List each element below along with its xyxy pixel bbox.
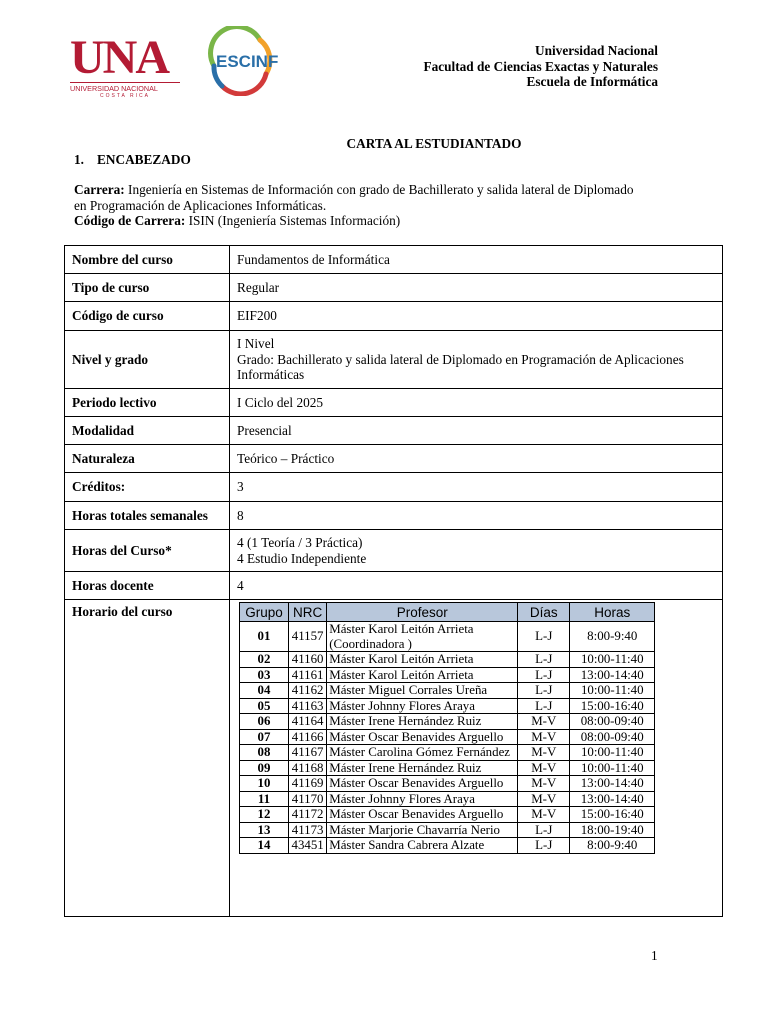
course-info-row [65,502,723,530]
schedule-cell-profesor: Máster Johnny Flores Araya [327,791,518,807]
career-code-line [74,213,634,229]
schedule-cell-horas: 15:00-16:40 [570,807,655,823]
schedule-cell-dias: L-J [518,838,570,854]
course-info-label: Tipo de curso [65,274,230,302]
course-info-row [65,302,723,331]
career-line [74,182,634,213]
course-info-label: Naturaleza [65,445,230,473]
course-info-value: 3 [230,473,723,502]
course-info-row [65,274,723,302]
schedule-cell-horas: 10:00-11:40 [570,683,655,699]
schedule-cell-horas: 13:00-14:40 [570,667,655,683]
course-info-value: Regular [230,274,723,302]
schedule-cell-dias: L-J [518,652,570,668]
course-info-label: Horas del Curso* [65,530,230,572]
schedule-cell-grupo: 09 [240,760,289,776]
schedule-cell-nrc: 41160 [289,652,327,668]
schedule-row-item [240,714,655,730]
schedule-cell-nrc: 41172 [289,807,327,823]
page-number: 1 [651,948,658,963]
schedule-header-cell: Horas [570,603,655,622]
course-info-value: Teórico – Práctico [230,445,723,473]
schedule-row-item [240,745,655,761]
schedule-cell-grupo: 05 [240,698,289,714]
schedule-cell-grupo: 03 [240,667,289,683]
schedule-cell-profesor: Máster Oscar Benavides Arguello [327,729,518,745]
schedule-cell-horas: 10:00-11:40 [570,760,655,776]
schedule-cell-dias: M-V [518,760,570,776]
course-info-row [65,473,723,502]
schedule-body [240,622,655,854]
schedule-cell-dias: M-V [518,776,570,792]
section-title: ENCABEZADO [97,152,191,167]
course-info-label: Modalidad [65,417,230,445]
schedule-cell-dias: M-V [518,745,570,761]
schedule-row-item [240,838,655,854]
escinf-logo [200,26,278,96]
schedule-row-item [240,652,655,668]
schedule-cell-nrc: 41161 [289,667,327,683]
schedule-cell-nrc: 41166 [289,729,327,745]
schedule-cell-profesor: Máster Karol Leitón Arrieta [327,667,518,683]
schedule-cell-dias: M-V [518,714,570,730]
schedule-cell-horas: 10:00-11:40 [570,745,655,761]
schedule-cell-nrc: 41162 [289,683,327,699]
schedule-header-cell: NRC [289,603,327,622]
schedule-table [239,602,655,854]
schedule-header-cell: Grupo [240,603,289,622]
course-info-label: Código de curso [65,302,230,331]
schedule-cell-grupo: 07 [240,729,289,745]
schedule-label: Horario del curso [65,600,230,917]
course-info-label: Horas totales semanales [65,502,230,530]
schedule-cell-nrc: 41164 [289,714,327,730]
schedule-cell-horas: 8:00-9:40 [570,622,655,652]
schedule-cell-profesor: Máster Sandra Cabrera Alzate [327,838,518,854]
schedule-cell-horas: 8:00-9:40 [570,838,655,854]
section-heading [74,152,191,168]
course-info-row [65,246,723,274]
schedule-cell-grupo: 02 [240,652,289,668]
schedule-cell-grupo: 04 [240,683,289,699]
schedule-cell-nrc: 41170 [289,791,327,807]
schedule-cell-nrc: 41163 [289,698,327,714]
institution-header [423,43,658,90]
schedule-cell [230,600,723,917]
schedule-cell-profesor: Máster Johnny Flores Araya [327,698,518,714]
schedule-cell-horas: 08:00-09:40 [570,729,655,745]
schedule-cell-dias: M-V [518,807,570,823]
career-label: Carrera: [74,182,125,197]
schedule-row-item [240,698,655,714]
career-value: Ingeniería en Sistemas de Información con grado de Bachillerato y salida lateral de Diplomado en Programación de Aplicaciones Informáticas. [74,182,634,213]
schedule-cell-horas: 13:00-14:40 [570,791,655,807]
course-info-row [65,530,723,572]
course-info-label: Nivel y grado [65,331,230,389]
schedule-cell-profesor: Máster Marjorie Chavarría Nerio [327,822,518,838]
schedule-row-item [240,622,655,652]
institution-line-2: Facultad de Ciencias Exactas y Naturales [423,58,658,74]
schedule-cell-grupo: 14 [240,838,289,854]
course-info-row [65,572,723,600]
schedule-row [65,600,723,917]
schedule-cell-profesor: Máster Irene Hernández Ruiz [327,760,518,776]
schedule-cell-dias: L-J [518,683,570,699]
section-number: 1. [74,152,84,167]
schedule-cell-nrc: 43451 [289,838,327,854]
schedule-cell-grupo: 11 [240,791,289,807]
career-info [74,182,634,229]
schedule-cell-grupo: 10 [240,776,289,792]
schedule-cell-horas: 13:00-14:40 [570,776,655,792]
institution-line-1: Universidad Nacional [534,43,658,58]
schedule-cell-grupo: 08 [240,745,289,761]
course-info-label: Créditos: [65,473,230,502]
schedule-cell-dias: L-J [518,622,570,652]
schedule-cell-horas: 08:00-09:40 [570,714,655,730]
schedule-cell-nrc: 41157 [289,622,327,652]
schedule-cell-horas: 15:00-16:40 [570,698,655,714]
schedule-cell-nrc: 41169 [289,776,327,792]
schedule-cell-dias: L-J [518,822,570,838]
course-info-value: 4 [230,572,723,600]
schedule-cell-profesor: Máster Oscar Benavides Arguello [327,807,518,823]
schedule-cell-dias: M-V [518,791,570,807]
schedule-cell-dias: M-V [518,729,570,745]
course-info-table [64,245,723,917]
schedule-row-item [240,807,655,823]
course-info-value: I Ciclo del 2025 [230,389,723,417]
schedule-cell-profesor: Máster Oscar Benavides Arguello [327,776,518,792]
schedule-header-cell: Profesor [327,603,518,622]
schedule-cell-dias: L-J [518,667,570,683]
schedule-cell-grupo: 12 [240,807,289,823]
course-info-value: EIF200 [230,302,723,331]
una-logo-country: COSTA RICA [100,93,150,99]
course-info-value: Fundamentos de Informática [230,246,723,274]
institution-line-3: Escuela de Informática [526,74,658,89]
schedule-cell-dias: L-J [518,698,570,714]
schedule-header-row [240,603,655,622]
schedule-cell-profesor: Máster Karol Leitón Arrieta (Coordinadora ) [327,622,518,652]
schedule-cell-horas: 10:00-11:40 [570,652,655,668]
schedule-cell-grupo: 06 [240,714,289,730]
schedule-cell-profesor: Máster Miguel Corrales Ureña [327,683,518,699]
schedule-row-item [240,729,655,745]
schedule-cell-grupo: 01 [240,622,289,652]
schedule-row-item [240,667,655,683]
schedule-row-item [240,683,655,699]
escinf-logo-word: ESCINF [216,52,279,71]
una-logo [70,31,180,99]
una-logo-word: UNA [70,31,168,84]
schedule-cell-nrc: 41168 [289,760,327,776]
course-info-label: Periodo lectivo [65,389,230,417]
career-code-label: Código de Carrera: [74,213,186,229]
schedule-header-cell: Días [518,603,570,622]
course-info-label: Horas docente [65,572,230,600]
course-info-value: 8 [230,502,723,530]
schedule-cell-horas: 18:00-19:40 [570,822,655,838]
schedule-row-item [240,791,655,807]
schedule-cell-profesor: Máster Irene Hernández Ruiz [327,714,518,730]
una-logo-subtitle: UNIVERSIDAD NACIONAL [70,82,180,93]
course-info-value: 4 (1 Teoría / 3 Práctica) 4 Estudio Independiente [230,530,723,572]
schedule-cell-grupo: 13 [240,822,289,838]
schedule-cell-profesor: Máster Carolina Gómez Fernández [327,745,518,761]
course-info-row [65,331,723,389]
course-info-row [65,417,723,445]
schedule-cell-nrc: 41173 [289,822,327,838]
schedule-cell-profesor: Máster Karol Leitón Arrieta [327,652,518,668]
course-info-value: Presencial [230,417,723,445]
schedule-row-item [240,776,655,792]
schedule-row-item [240,760,655,776]
course-info-value: I Nivel Grado: Bachillerato y salida lateral de Diplomado en Programación de Aplicaciones Informáticas [230,331,723,389]
document-title: CARTA AL ESTUDIANTADO [346,136,522,151]
course-info-label: Nombre del curso [65,246,230,274]
schedule-row-item [240,822,655,838]
course-info-row [65,389,723,417]
career-code-value: ISIN (Ingeniería Sistemas Información) [188,213,401,229]
course-info-row [65,445,723,473]
schedule-cell-nrc: 41167 [289,745,327,761]
course-info-body [65,246,723,917]
